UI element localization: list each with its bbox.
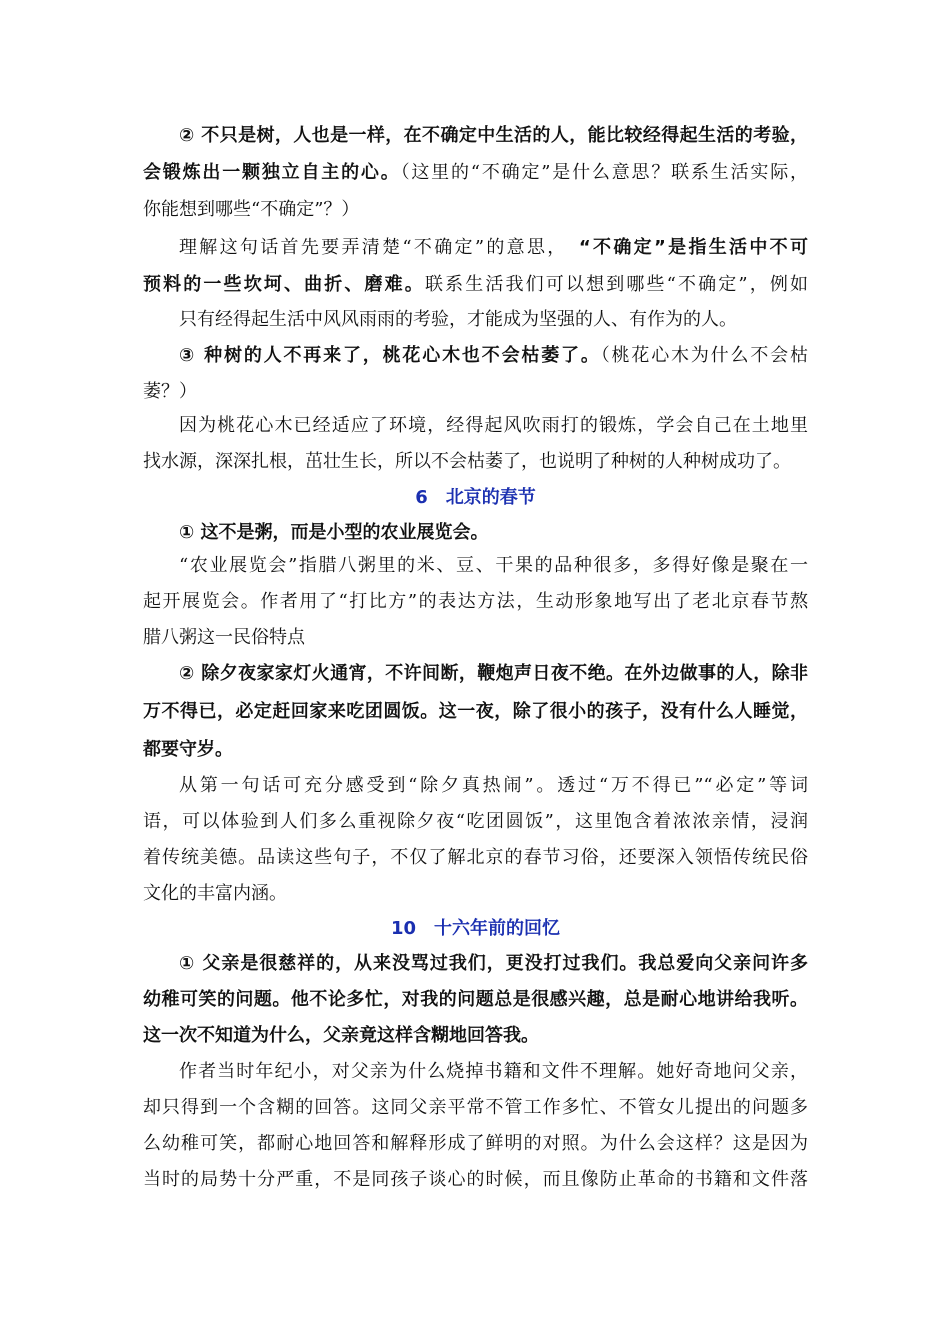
- normal-text: 文化的丰富内涵。: [143, 883, 287, 904]
- paragraph-line: [143, 192, 808, 228]
- bold-text: ③ 种树的人不再来了，桃花心木也不会枯萎了。: [179, 345, 601, 366]
- paragraph-line: [179, 656, 808, 692]
- paragraph-line: [179, 118, 808, 154]
- paragraph-line: [179, 230, 808, 266]
- normal-text: “农业展览会”指腊八粥里的米、豆、干果的品种很多，多得好像是聚在一: [179, 555, 808, 576]
- paragraph-line: [143, 804, 808, 840]
- paragraph-line: [143, 374, 808, 410]
- normal-text: 作者当时年纪小，对父亲为什么烧掉书籍和文件不理解。她好奇地问父亲，: [179, 1061, 808, 1082]
- paragraph-line: [143, 1090, 808, 1126]
- section-heading: 6 北京的春节: [415, 487, 536, 508]
- bold-text: 都要守岁。: [143, 739, 233, 760]
- bold-text: 会锻炼出一颗独立自主的心。: [143, 162, 401, 183]
- bold-text: ① 这不是粥，而是小型的农业展览会。: [179, 522, 489, 543]
- normal-text: （桃花心木为什么不会枯: [600, 345, 808, 366]
- paragraph-line: [143, 444, 808, 480]
- normal-text: 腊八粥这一民俗特点: [143, 627, 305, 648]
- bold-text: ② 不只是树，人也是一样，在不确定中生活的人，能比较经得起生活的考验，: [179, 125, 808, 146]
- normal-text: 语，可以体验到人们多么重视除夕夜“吃团圆饭”，这里饱含着浓浓亲情，浸润: [143, 811, 808, 832]
- bold-text: 预料的一些坎坷、曲折、磨难。: [143, 274, 425, 295]
- paragraph-line: [143, 267, 808, 303]
- bold-text: 幼稚可笑的问题。他不论多忙，对我的问题总是很感兴趣，总是耐心地讲给我听。: [143, 989, 808, 1010]
- paragraph-line: [143, 694, 808, 730]
- normal-text: 只有经得起生活中风风雨雨的考验，才能成为坚强的人、有作为的人。: [179, 309, 737, 330]
- bold-text: “不确定”是指生活中不可: [578, 237, 808, 258]
- bold-text: ① 父亲是很慈祥的，从来没骂过我们，更没打过我们。我总爱向父亲问许多: [179, 953, 808, 974]
- bold-text: 万不得已，必定赶回家来吃团圆饭。这一夜，除了很小的孩子，没有什么人睡觉，: [143, 701, 808, 722]
- normal-text: 找水源，深深扎根，茁壮生长，所以不会枯萎了，也说明了种树的人种树成功了。: [143, 451, 791, 472]
- paragraph-line: [179, 338, 808, 374]
- normal-text: 却只得到一个含糊的回答。这同父亲平常不管工作多忙、不管女儿提出的问题多: [143, 1097, 808, 1118]
- normal-text: 起开展览会。作者用了“打比方”的表达方法，生动形象地写出了老北京春节熬: [143, 591, 808, 612]
- bold-text: ② 除夕夜家家灯火通宵，不许间断，鞭炮声日夜不绝。在外边做事的人，除非: [179, 663, 808, 684]
- paragraph-line: [143, 1162, 808, 1198]
- normal-text: 么幼稚可笑，都耐心地回答和解释形成了鲜明的对照。为什么会这样？这是因为: [143, 1133, 808, 1154]
- paragraph-line: [179, 946, 808, 982]
- paragraph-line: [143, 732, 808, 768]
- paragraph-line: [179, 302, 808, 338]
- paragraph-line: [143, 982, 808, 1018]
- paragraph-line: [143, 155, 808, 191]
- normal-text: 联系生活我们可以想到哪些“不确定”，例如: [424, 274, 808, 295]
- paragraph-line: [143, 1018, 808, 1054]
- section-heading: 10 十六年前的回忆: [390, 918, 561, 939]
- normal-text: 理解这句话首先要弄清楚“不确定”的意思，: [179, 237, 579, 258]
- paragraph-line: [179, 515, 808, 551]
- paragraph-line: [143, 620, 808, 656]
- paragraph-line: [143, 876, 808, 912]
- normal-text: 萎？）: [143, 381, 197, 402]
- normal-text: 当时的局势十分严重，不是同孩子谈心的时候，而且像防止革命的书籍和文件落: [143, 1169, 808, 1190]
- normal-text: 因为桃花心木已经适应了环境，经得起风吹雨打的锻炼，学会自己在土地里: [179, 415, 808, 436]
- normal-text: 你能想到哪些“不确定”？）: [143, 199, 360, 220]
- paragraph-line: [179, 1054, 808, 1090]
- paragraph-line: [143, 584, 808, 620]
- paragraph-line: [179, 548, 808, 584]
- paragraph-line: [179, 768, 808, 804]
- paragraph-line: [143, 1126, 808, 1162]
- normal-text: （这里的“不确定”是什么意思？联系生活实际，: [400, 162, 808, 183]
- paragraph-line: [179, 408, 808, 444]
- bold-text: 这一次不知道为什么，父亲竟这样含糊地回答我。: [143, 1025, 539, 1046]
- paragraph-line: [143, 840, 808, 876]
- normal-text: 着传统美德。品读这些句子，不仅了解北京的春节习俗，还要深入领悟传统民俗: [143, 847, 808, 868]
- normal-text: 从第一句话可充分感受到“除夕真热闹”。透过“万不得已”“必定”等词: [179, 775, 808, 796]
